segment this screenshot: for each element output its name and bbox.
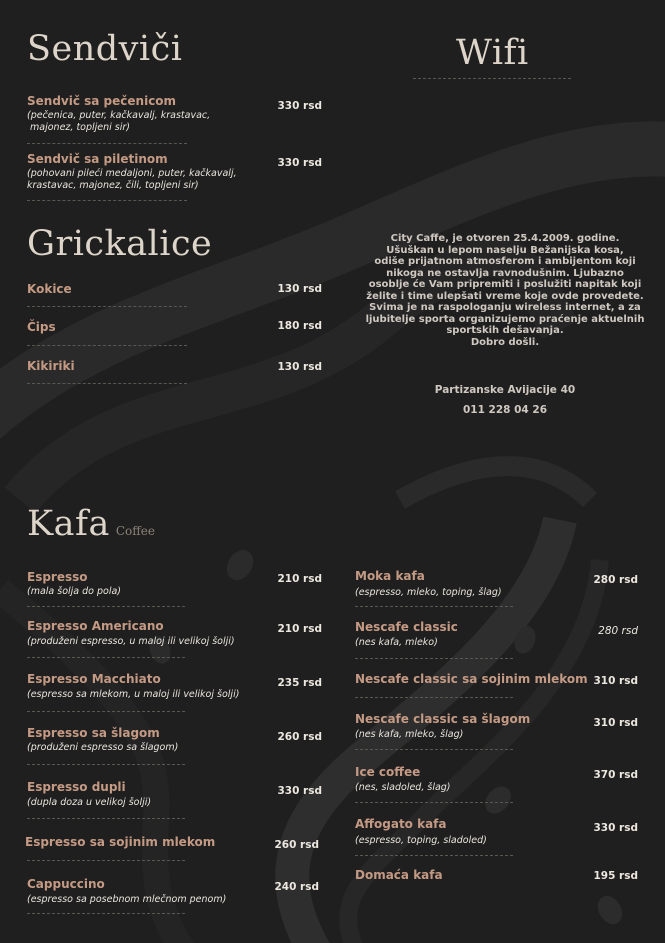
sendvici-heading: Sendviči <box>27 29 183 69</box>
menu-item-price: 330 rsd <box>593 822 638 834</box>
menu-item-desc: (mala šolja do pola) <box>27 586 122 597</box>
kafa-subtitle: Coffee <box>115 524 155 538</box>
item-separator <box>27 764 185 765</box>
menu-item-name: Čips <box>27 320 56 334</box>
item-separator <box>27 860 185 861</box>
menu-item-desc: (produženi espresso, u maloj ili velikoj šolji) <box>27 636 235 647</box>
menu-item-name: Espresso Americano <box>27 619 164 633</box>
cafe-address: Partizanske Avijacije 40 <box>434 384 576 396</box>
menu-item-name: Espresso sa sojinim mlekom <box>25 835 216 849</box>
menu-item-desc: (nes kafa, mleko) <box>355 637 438 648</box>
item-separator <box>27 711 185 712</box>
menu-item-price: 370 rsd <box>593 769 638 781</box>
menu-item-name: Nescafe classic sa šlagom <box>355 712 531 726</box>
menu-item-price: 180 rsd <box>277 320 322 332</box>
wifi-separator <box>413 78 571 79</box>
cafe-phone: 011 228 04 26 <box>462 404 548 416</box>
menu-item-name: Sendvič sa piletinom <box>27 152 168 166</box>
grickalice-heading: Grickalice <box>27 224 213 264</box>
item-separator <box>27 143 187 144</box>
item-separator <box>27 913 185 914</box>
menu-item-name: Kokice <box>27 282 72 296</box>
menu-item-price: 330 rsd <box>277 785 322 797</box>
menu-item-name: Espresso Macchiato <box>27 672 161 686</box>
menu-item-name: Sendvič sa pečenicom <box>27 94 177 108</box>
item-separator <box>355 658 513 659</box>
item-separator <box>27 606 185 607</box>
menu-item-name: Moka kafa <box>355 569 425 583</box>
menu-item-desc: (pečenica, puter, kačkavalj, krastavac, majonez, topljeni sir) <box>27 110 211 133</box>
menu-item-price: 310 rsd <box>593 675 638 687</box>
item-separator <box>355 855 513 856</box>
menu-item-name: Nescafe classic sa sojinim mlekom <box>355 672 588 686</box>
menu-item-price: 130 rsd <box>277 283 322 295</box>
menu-item-price: 260 rsd <box>274 839 319 851</box>
menu-item-price: 330 rsd <box>277 157 322 169</box>
menu-item-name: Nescafe classic <box>355 620 458 634</box>
item-separator <box>355 802 513 803</box>
item-separator <box>355 606 513 607</box>
menu-item-desc: (espresso sa mlekom, u maloj ili velikoj šolji) <box>27 689 240 700</box>
kafa-heading: Kafa Coffee <box>27 504 155 544</box>
menu-item-price: 280 rsd <box>593 574 638 586</box>
menu-item-name: Espresso sa šlagom <box>27 726 160 740</box>
menu-item-price: 235 rsd <box>277 677 322 689</box>
item-separator <box>27 383 187 384</box>
item-separator <box>355 697 513 698</box>
menu-item-price: 330 rsd <box>277 100 322 112</box>
menu-item-desc: (espresso, toping, sladoled) <box>355 835 487 846</box>
cafe-description: City Caffe, je otvoren 25.4.2009. godine. Ušuškan u lepom naselju Bežanijska kosa, odiše prijatnom atmosferom i ambijentom koji nikoga ne ostavlja ravnodušnim. Ljubazno osoblje će Vam pripremiti i poslužiti napitak koji želite i time ulepšati vreme koje ovde provedete. Svima je na raspologanju wireless internet, a za ljubitelje sporta organizujemo praćenje aktuelnih sportskih dešavanja. Dobro došli. <box>365 233 645 348</box>
item-separator <box>27 657 185 658</box>
menu-item-price: 195 rsd <box>593 870 638 882</box>
menu-item-desc: (dupla doza u velikoj šolji) <box>27 797 152 808</box>
menu-item-desc: (espresso sa posebnom mlečnom penom) <box>27 894 227 905</box>
menu-item-desc: (nes, sladoled, šlag) <box>355 782 451 793</box>
wifi-heading: Wifi <box>456 33 529 73</box>
menu-item-desc: (nes kafa, mleko, šlag) <box>355 729 464 740</box>
menu-item-name: Affogato kafa <box>355 817 447 831</box>
menu-item-price: 260 rsd <box>277 731 322 743</box>
menu-item-desc: (produženi espresso sa šlagom) <box>27 742 179 753</box>
item-separator <box>27 200 187 201</box>
menu-item-name: Espresso <box>27 570 88 584</box>
menu-item-name: Espresso dupli <box>27 780 126 794</box>
menu-item-name: Ice coffee <box>355 765 421 779</box>
menu-item-desc: (pohovani pileći medaljoni, puter, kačkavalj, krastavac, majonez, čili, topljeni sir) <box>27 168 237 191</box>
menu-item-name: Domaća kafa <box>355 868 443 882</box>
menu-item-price: 210 rsd <box>277 623 322 635</box>
item-separator <box>27 818 185 819</box>
menu-item-price: 240 rsd <box>274 881 319 893</box>
menu-item-desc: (espresso, mleko, toping, šlag) <box>355 587 502 598</box>
item-separator <box>27 306 187 307</box>
menu-item-price: 280 rsd <box>598 625 638 637</box>
menu-item-name: Cappuccino <box>27 877 105 891</box>
menu-item-price: 310 rsd <box>593 717 638 729</box>
menu-item-price: 130 rsd <box>277 361 322 373</box>
menu-item-name: Kikiriki <box>27 359 75 373</box>
item-separator <box>27 345 187 346</box>
menu-item-price: 210 rsd <box>277 573 322 585</box>
item-separator <box>355 749 513 750</box>
